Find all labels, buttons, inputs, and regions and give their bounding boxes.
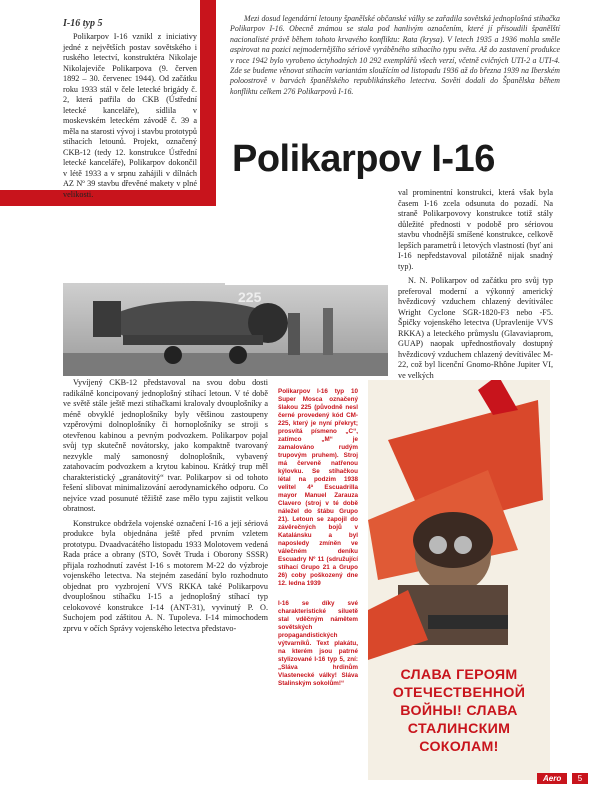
- aircraft-photo-image: [63, 283, 388, 376]
- body-paragraph: val prominentní konstrukci, která však byla časem I-16 zcela odsunuta do pozadí. Na straně Polikarpovovy konstrukce totiž stály důležité přednosti v podobě pro sériovou stavbu vhodnější smíšené konstrukce, celkově lepších parametrů i letových vlastností (byť ani I-16 nepředstavoval pilotážně nijak snadný typ).: [398, 188, 553, 271]
- left-column-bottom: [63, 378, 268, 638]
- photo-caption: Polikarpov I-16 typ 10 Super Mosca označený šlakou 225 (původně nesl černé provedený kód CM-225, který je nyní překryt; prosvítá písmeno „C“, zatímco „M“ je zamalováno rudým trupovým pruhem). Stroj má červeně natřenou kýlovku. Se stíhačkou létal na podzim 1938 velitel 4ª Escuadrilla mayor Manuel Zarauza Clavero (stroj v té době náležel do štábu Grupo 21). Letoun se zapojil do závěrečných bojů v Katalánsku a byl naposledy zmíněn ve válečném deníku Escuadry Nº 11 (sdružující stíhací Grupo 21 a Grupo 26) coby poškozený dne 12. ledna 1939: [278, 388, 358, 587]
- intro-paragraph: Mezi dosud legendární letouny španělské občanské války se zařadila sovětská jednoplošná stíhačka Polikarpov I-16. Obecně známou se stala pod hanlivým označením, které jí přisoudili španělští nacionalisté právě během tohoto krvavého konfliktu: Rata (krysa). V letech 1935 a 1936 mohla směle aspirovat na pozici nejmodernějšího sériově vyráběného stíhacího typu světa. Až do zastavení produkce v roce 1942 bylo vyrobeno úctyhodných 10 292 exemplářů všech verzí, včetně cvičných UTI-2 a UTI-4. Zde se budeme věnovat stíhacím variantám sloužícím od listopadu 1936 až do března 1939 na Iberském poloostrově v barvách španělského republikánského letectva. Sověti dodali do Španělska během konfliktu celkem 276 Polikarpovů I-16.: [230, 14, 560, 96]
- page-number: 5: [572, 773, 588, 784]
- poster-line: ОТЕЧЕСТВЕННОЙ: [392, 685, 526, 701]
- body-paragraph: Konstrukce obdržela vojenské označení I-16 a její sériová produkce byla objednána ještě před prvním vzletem prototypu. Dvaadvacátého listopadu 1933 Molotovem vedená Rada práce a obrany (STO, Sovět Truda i Oborony SSSR) přijala rozhodnutí zavést I-16 s motorem M-22 do výzbroje vojenského letectva. Na stejném zasedání bylo rozhodnuto objednat pro vyzbrojení VVS RKKA také Polikarpovu dvouplošnou stíhačku I-15 a jednoplošný stíhací typ celokovové konstrukce I-14 (ANT-31), vyvinutý P. O. Suchojem pod záštitou A. N. Tupoleva. I-14 mimochodem zprvu v očích Správy vojenského letectva představo-: [63, 518, 268, 633]
- poster-line: СОКОЛАМ!: [419, 739, 499, 755]
- magazine-brand: Aero: [537, 773, 567, 784]
- poster-line: СЛАВА ГЕРОЯМ: [400, 667, 518, 683]
- body-paragraph: N. N. Polikarpov od začátku pro svůj typ preferoval moderní a výkonný americký hvězdicový vzduchem chlazený devítiválec Wright Cyclone SGR-1820-F3 nebo -F5. Špičky vojenského letectva (Upravlenije VVS RKKA) a leteckého průmyslu (Glavaviaprom, GUAP) naopak upřednostňovaly dostupný hvězdicový vzduchem chlazený devítiválec M-22, což byl licenční Gnomo-Rhône Jupiter VI, ve velkých: [398, 276, 553, 380]
- aircraft-photo: [63, 283, 388, 376]
- left-column-top: [63, 32, 197, 204]
- propaganda-poster: [368, 380, 550, 780]
- section-title: I-16 typ 5: [63, 18, 103, 29]
- aircraft-code: 225: [238, 289, 262, 305]
- poster-slogan: [372, 666, 546, 756]
- aircraft-photo-top: [225, 205, 388, 285]
- body-paragraph: Vyvíjený CKB-12 představoval na svou dobu dosti radikálně koncipovaný jednoplošný stíhací letoun. V té době ve světě stále ještě mezi stíhačkami kralovaly dvouplošníky a méně obvyklé jednoplošníky byly většinou zastoupeny vzpěrovými dolnoplošníky či hornoplošníky se stroji s otevřenou kabinou a pevným podvozkem. Polikarpov pojal svůj typ skutečně novátorsky, jako kompaktně tvarovaný nezvykle malý samonosný dolnoplošník, vybavený zatahovacím podvozkem a krytou kabinou. Krátký trup měl charakteristický „granátovitý“ tvar. Polikarpov si od tohoto řešení slibovat minimalizování aerodynamického odporu. Co nejvíce vzad posunuté těžiště zase mělo typu zajistit velkou obratnost.: [63, 378, 268, 513]
- poster-line: СТАЛИНСКИМ: [407, 721, 511, 737]
- right-column: [398, 188, 553, 385]
- red-vertical-bar: [200, 0, 216, 206]
- poster-caption: I-16 se díky své charakteristické siluetě stal vděčným námětem sovětských propagandistických výtvarníků. Text plakátu, na kterém jsou patrné stylizované I-16 typ 5, zní: „Sláva hrdinům Vlastenecké války! Sláva Stalinským sokolům!“: [278, 600, 358, 687]
- article-headline: Polikarpov I-16: [232, 138, 495, 180]
- poster-line: ВОЙНЫ! СЛАВА: [400, 703, 518, 719]
- body-paragraph: Polikarpov I-16 vznikl z iniciativy jedné z největších postav sovětského i ruského letectví, konstruktéra Nikolaje Nikolajeviče Polikarpova (9. červen 1892 – 30. červenec 1944). Od začátku roku 1933 stál v čele letecké brigády č. 2, která patřila do CKB (Ústřední letecké kanceláře), sídlila v moskevském leteckém závodě č. 39 a měla na starosti vývoj i stavbu prototypů stíhacích letounů. Projekt, označený CKB-12 (tedy 12. konstrukce Ústřední letecké kanceláře), Polikarpov dokončil v létě 1933 a v srpnu zahájili v dílnách AZ Nº 39 stavbu dřevěné makety v plné velikosti.: [63, 32, 197, 199]
